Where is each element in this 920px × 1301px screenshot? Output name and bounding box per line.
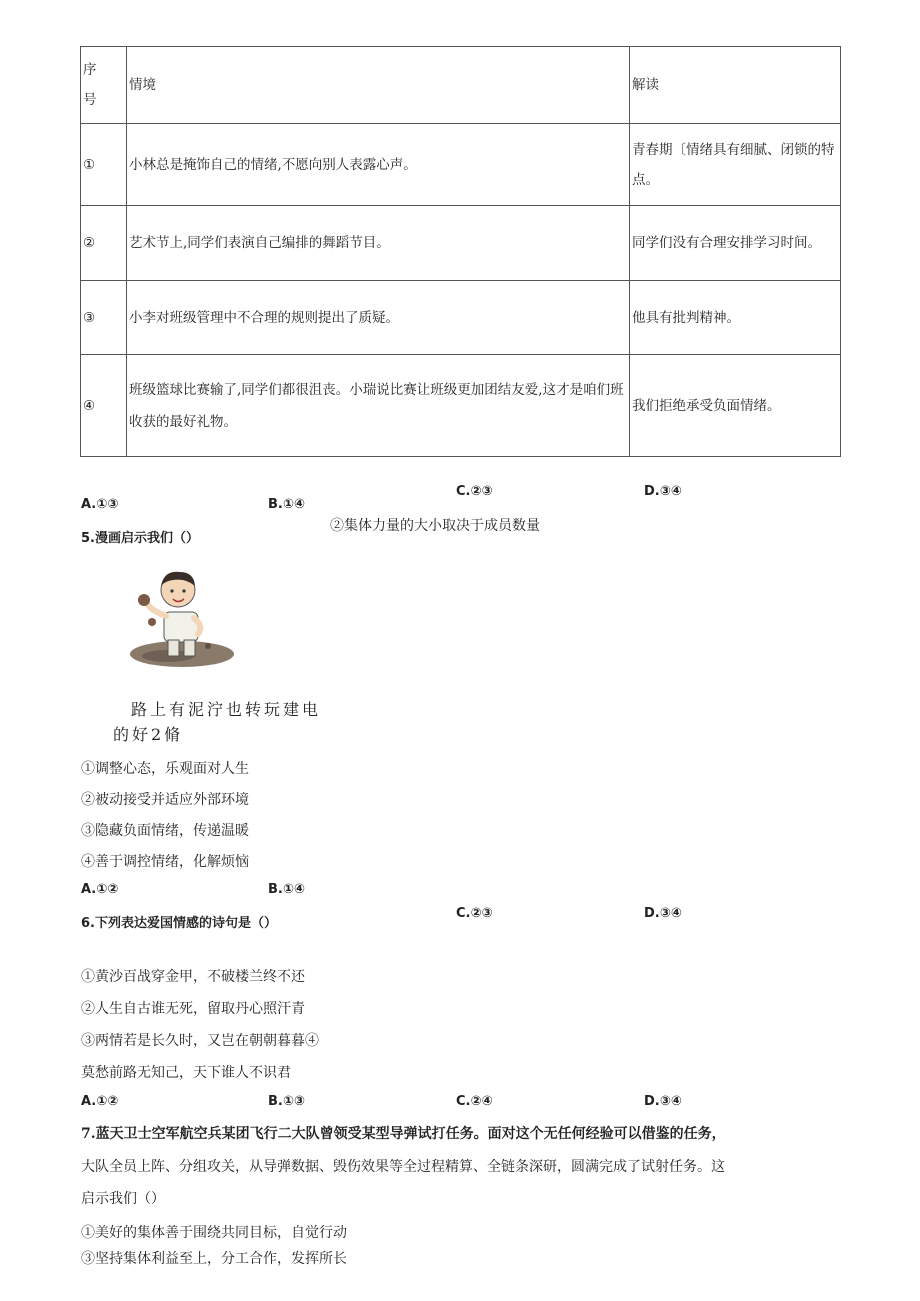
table-row: [81, 355, 841, 457]
q5-option-a[interactable]: A.①②: [81, 882, 119, 897]
q6-option-a[interactable]: A.①②: [81, 1094, 119, 1109]
header-number-line: 序: [83, 62, 97, 78]
q6-option-d[interactable]: D.③④: [644, 1094, 682, 1109]
q4-option-d[interactable]: D.③④: [644, 484, 682, 499]
q7-stem-line: [81, 1123, 726, 1143]
q4-option-a[interactable]: A.①③: [81, 497, 119, 512]
row-interpretation: 他具有批判精神。: [630, 281, 841, 355]
row-situation: 小林总是掩饰自己的情绪,不愿向别人表露心声。: [127, 124, 630, 206]
q5-item: ①调整心态，乐观面对人生: [81, 761, 249, 777]
row-interpretation: 同学们没有合理安排学习时间。: [630, 206, 841, 281]
header-number-line: 号: [83, 92, 97, 108]
q5-option-c[interactable]: C.②③: [456, 906, 493, 921]
table-row: [81, 124, 841, 206]
q4-option-c[interactable]: C.②③: [456, 484, 493, 499]
q7-stem-line-text: 7.蓝天卫士空军航空兵某团飞行二大队曾领受某型导弹试打任务。面对这个无任何经验可以借鉴的任务，: [81, 1126, 726, 1142]
header-situation: 情境: [127, 47, 630, 124]
q7-item: ③坚持集体利益至上，分工合作，发挥所长: [81, 1251, 347, 1267]
q6-stem: 6.下列表达爱国情感的诗句是（）: [81, 916, 277, 931]
row-situation: 班级篮球比赛输了,同学们都很沮丧。小瑞说比赛让班级更加团结友爱,这才是咱们班收获的最好礼物。: [127, 355, 630, 457]
q5-item: ④善于调控情绪，化解烦恼: [81, 854, 249, 870]
row-number: ④: [81, 355, 127, 457]
header-number: [81, 47, 127, 124]
q7-item: ①美好的集体善于围绕共同目标，自觉行动: [81, 1225, 347, 1241]
row-situation: 艺术节上,同学们表演自己编排的舞蹈节目。: [127, 206, 630, 281]
q5-stem: 5.漫画启示我们（）: [81, 531, 199, 546]
table-row: [81, 206, 841, 281]
q5-option-b[interactable]: B.①④: [268, 882, 305, 897]
q4-option-b[interactable]: B.①④: [268, 497, 305, 512]
q6-option-b[interactable]: B.①③: [268, 1094, 305, 1109]
row-number: ③: [81, 281, 127, 355]
q5-item: ③隐藏负面情绪，传递温暖: [81, 823, 249, 839]
q6-item: ①黄沙百战穿金甲，不破楼兰终不还: [81, 969, 305, 985]
q5-item: ②被动接受并适应外部环境: [81, 792, 249, 808]
stray-statement: ②集体力量的大小取决于成员数量: [330, 518, 540, 534]
header-interpretation: 解读: [630, 47, 841, 124]
row-interpretation: 我们拒绝承受负面情绪。: [630, 355, 841, 457]
q6-option-c[interactable]: C.②④: [456, 1094, 493, 1109]
q6-item: ②人生自古谁无死，留取丹心照汗青: [81, 1001, 305, 1017]
q6-item: 莫愁前路无知己，天下谁人不识君: [81, 1065, 291, 1081]
cartoon-caption-line1: 路上有泥泞也转玩建电: [131, 700, 322, 719]
q6-item: ③两情若是长久时，又岂在朝朝暮暮④: [81, 1033, 319, 1049]
q7-stem-line: 大队全员上阵、分组攻关，从导弹数据、毁伤效果等全过程精算、全链条深研，圆满完成了试射任务。这: [81, 1159, 725, 1175]
cartoon-caption-line2: 的好2脩: [113, 725, 184, 744]
q7-stem-line: 启示我们（）: [81, 1191, 165, 1207]
cartoon-boy-in-mud-image: [128, 560, 234, 670]
table-header-row: [81, 47, 841, 124]
row-number: ②: [81, 206, 127, 281]
row-number: ①: [81, 124, 127, 206]
row-situation: 小李对班级管理中不合理的规则提出了质疑。: [127, 281, 630, 355]
situation-table: [80, 46, 841, 457]
q5-option-d[interactable]: D.③④: [644, 906, 682, 921]
row-interpretation: 青春期〔情绪具有细腻、闭锁的特点。: [630, 124, 841, 206]
table-row: [81, 281, 841, 355]
